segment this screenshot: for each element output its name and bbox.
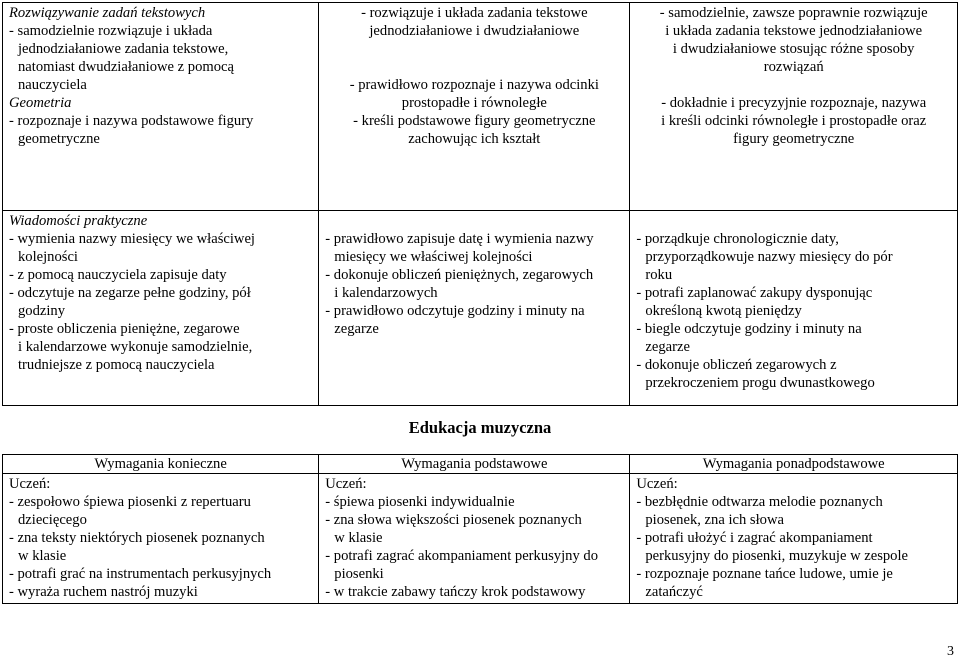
cell-necessary: [3, 211, 319, 406]
cell-necessary: [3, 474, 319, 604]
list-item-line: i kalendarzowych: [334, 285, 438, 301]
cell-advanced: [630, 211, 958, 406]
list-item-line: zegarze: [334, 321, 379, 337]
cell-advanced: [630, 474, 958, 604]
student-label: Uczeń:: [325, 476, 367, 492]
list-item-line: jednodziałaniowe i dwudziałaniowe: [369, 23, 580, 39]
list-item-line: - prawidłowo odczytuje godziny i minuty na: [325, 303, 585, 319]
list-item-line: - proste obliczenia pieniężne, zegarowe: [9, 321, 240, 337]
list-item: [636, 320, 951, 356]
list: [636, 230, 951, 392]
cell-basic: [319, 3, 630, 211]
list-item-line: jednodziałaniowe zadania tekstowe,: [18, 41, 229, 57]
list-item-line: - bezbłędnie odtwarza melodie poznanych: [636, 494, 883, 510]
list-item-line: zegarze: [645, 339, 690, 355]
list: [9, 493, 312, 601]
list: [636, 493, 951, 601]
spacer: [325, 212, 623, 230]
list-item-line: miesięcy we właściwej kolejności: [334, 249, 533, 265]
list-item: [636, 230, 951, 284]
student-label: Uczeń:: [636, 476, 678, 492]
list-item-line: i dwudziałaniowe stosując różne sposoby: [672, 41, 915, 57]
list-item-line: nauczyciela: [18, 77, 87, 93]
student-label: Uczeń:: [9, 476, 51, 492]
cell-necessary: [3, 3, 319, 211]
list: [325, 493, 623, 601]
list-item-line: figury geometryczne: [733, 131, 855, 147]
list-item-line: - odczytuje na zegarze pełne godziny, pół: [9, 285, 251, 301]
subheading-practical-knowledge: Wiadomości praktyczne: [9, 213, 148, 229]
list-item-line: przekroczeniem progu dwunastkowego: [645, 375, 875, 391]
subheading-word-problems: Rozwiązywanie zadań tekstowych: [9, 5, 206, 21]
list-item-line: - prawidłowo rozpoznaje i nazywa odcinki: [349, 77, 599, 93]
column-header-advanced: Wymagania ponadpodstawowe: [630, 455, 958, 474]
list: [636, 94, 951, 148]
column-header-necessary: Wymagania konieczne: [3, 455, 319, 474]
list-item: [636, 565, 951, 601]
list-item: [9, 284, 312, 320]
list-item: [9, 320, 312, 374]
requirements-table-math: [2, 2, 958, 406]
list-item-line: natomiast dwudziałaniowe z pomocą: [18, 59, 234, 75]
list-item-line: trudniejsze z pomocą nauczyciela: [18, 357, 215, 373]
list-item: [9, 565, 312, 583]
list-item-line: - samodzielnie, zawsze poprawnie rozwiązuje: [659, 5, 928, 21]
list-item: [325, 4, 623, 40]
list-item: [636, 284, 951, 320]
subheading-geometry: Geometria: [9, 95, 72, 111]
list-item-line: rozwiązań: [763, 59, 824, 75]
list-item-line: i kreśli odcinki równoległe i prostopadłe oraz: [661, 113, 927, 129]
list-item: [325, 302, 623, 338]
list-item-line: - kreśli podstawowe figury geometryczne: [353, 113, 596, 129]
list-item-line: - śpiewa piosenki indywidualnie: [325, 494, 515, 510]
table-row: [3, 3, 958, 211]
list-item-line: - dokonuje obliczeń pieniężnych, zegarowych: [325, 267, 594, 283]
list-item-line: godziny: [18, 303, 66, 319]
list-item-line: - w trakcie zabawy tańczy krok podstawowy: [325, 584, 586, 600]
spacer: [636, 76, 951, 94]
list-item-line: - rozpoznaje poznane tańce ludowe, umie je: [636, 566, 893, 582]
list-item-line: piosenek, zna ich słowa: [645, 512, 784, 528]
list-item-line: - rozwiązuje i układa zadania tekstowe: [361, 5, 588, 21]
list-item-line: - zna teksty niektórych piosenek poznanych: [9, 530, 265, 546]
list-item-line: przyporządkowuje nazwy miesięcy do pór: [645, 249, 893, 265]
list-item-line: zachowując ich kształt: [408, 131, 541, 147]
list-item: [636, 356, 951, 392]
list: [325, 4, 623, 40]
cell-basic: [319, 474, 630, 604]
list-item-line: - dokonuje obliczeń zegarowych z: [636, 357, 837, 373]
list-item-line: - prawidłowo zapisuje datę i wymienia nazwy: [325, 231, 594, 247]
list-item: [9, 493, 312, 529]
list-item: [9, 22, 312, 94]
list-item-line: - dokładnie i precyzyjnie rozpoznaje, nazywa: [661, 95, 927, 111]
list-item-line: - samodzielnie rozwiązuje i układa: [9, 23, 213, 39]
list: [636, 4, 951, 76]
table-row: [3, 474, 958, 604]
list-item-line: kolejności: [18, 249, 78, 265]
section-title: Edukacja muzyczna: [408, 418, 552, 437]
list-item: [636, 94, 951, 148]
list-item-line: - zespołowo śpiewa piosenki z repertuaru: [9, 494, 251, 510]
list-item: [9, 583, 312, 601]
list-item: [9, 529, 312, 565]
list-item-line: - potrafi zaplanować zakupy dysponując: [636, 285, 873, 301]
list: [9, 112, 312, 148]
table-row: [3, 211, 958, 406]
list-item: [325, 76, 623, 112]
list-item: [325, 230, 623, 266]
list-item: [9, 266, 312, 284]
cell-basic: [319, 211, 630, 406]
list-item: [636, 4, 951, 76]
list-item-line: - potrafi ułożyć i zagrać akompaniament: [636, 530, 873, 546]
list-item-line: - porządkuje chronologicznie daty,: [636, 231, 839, 247]
list-item-line: w klasie: [18, 548, 67, 564]
column-header-basic: Wymagania podstawowe: [319, 455, 630, 474]
list-item-line: dziecięcego: [18, 512, 87, 528]
list-item-line: - rozpoznaje i nazywa podstawowe figury: [9, 113, 254, 129]
cell-advanced: [630, 3, 958, 211]
list-item-line: roku: [645, 267, 673, 283]
list-item: [9, 230, 312, 266]
list-item-line: - potrafi grać na instrumentach perkusyjnych: [9, 566, 272, 582]
requirements-table-music: [2, 454, 958, 604]
list-item: [636, 529, 951, 565]
list-item-line: w klasie: [334, 530, 383, 546]
list-item: [636, 493, 951, 529]
list-item-line: - zna słowa większości piosenek poznanych: [325, 512, 582, 528]
list-item: [9, 112, 312, 148]
list-item-line: geometryczne: [18, 131, 100, 147]
list-item-line: określoną kwotą pieniędzy: [645, 303, 802, 319]
header-row: [3, 455, 958, 474]
list-item: [325, 112, 623, 148]
list-item-line: perkusyjny do piosenki, muzykuje w zespole: [645, 548, 909, 564]
list-item-line: prostopadłe i równoległe: [401, 95, 547, 111]
list-item-line: - wyraża ruchem nastrój muzyki: [9, 584, 198, 600]
spacer: [325, 40, 623, 76]
list-item-line: zatańczyć: [645, 584, 703, 600]
list: [9, 230, 312, 374]
list-item: [325, 493, 623, 511]
list: [9, 22, 312, 94]
list-item: [325, 547, 623, 583]
list: [325, 76, 623, 148]
list-item-line: - wymienia nazwy miesięcy we właściwej: [9, 231, 255, 247]
spacer: [636, 212, 951, 230]
list-item-line: - biegle odczytuje godziny i minuty na: [636, 321, 862, 337]
list-item: [325, 511, 623, 547]
list-item-line: piosenki: [334, 566, 384, 582]
list: [325, 230, 623, 338]
list-item-line: i układa zadania tekstowe jednodziałaniowe: [665, 23, 923, 39]
list-item: [325, 266, 623, 302]
list-item-line: i kalendarzowe wykonuje samodzielnie,: [18, 339, 253, 355]
page-number: 3: [947, 644, 954, 659]
list-item-line: - potrafi zagrać akompaniament perkusyjny do: [325, 548, 598, 564]
list-item: [325, 583, 623, 601]
list-item-line: - z pomocą nauczyciela zapisuje daty: [9, 267, 227, 283]
